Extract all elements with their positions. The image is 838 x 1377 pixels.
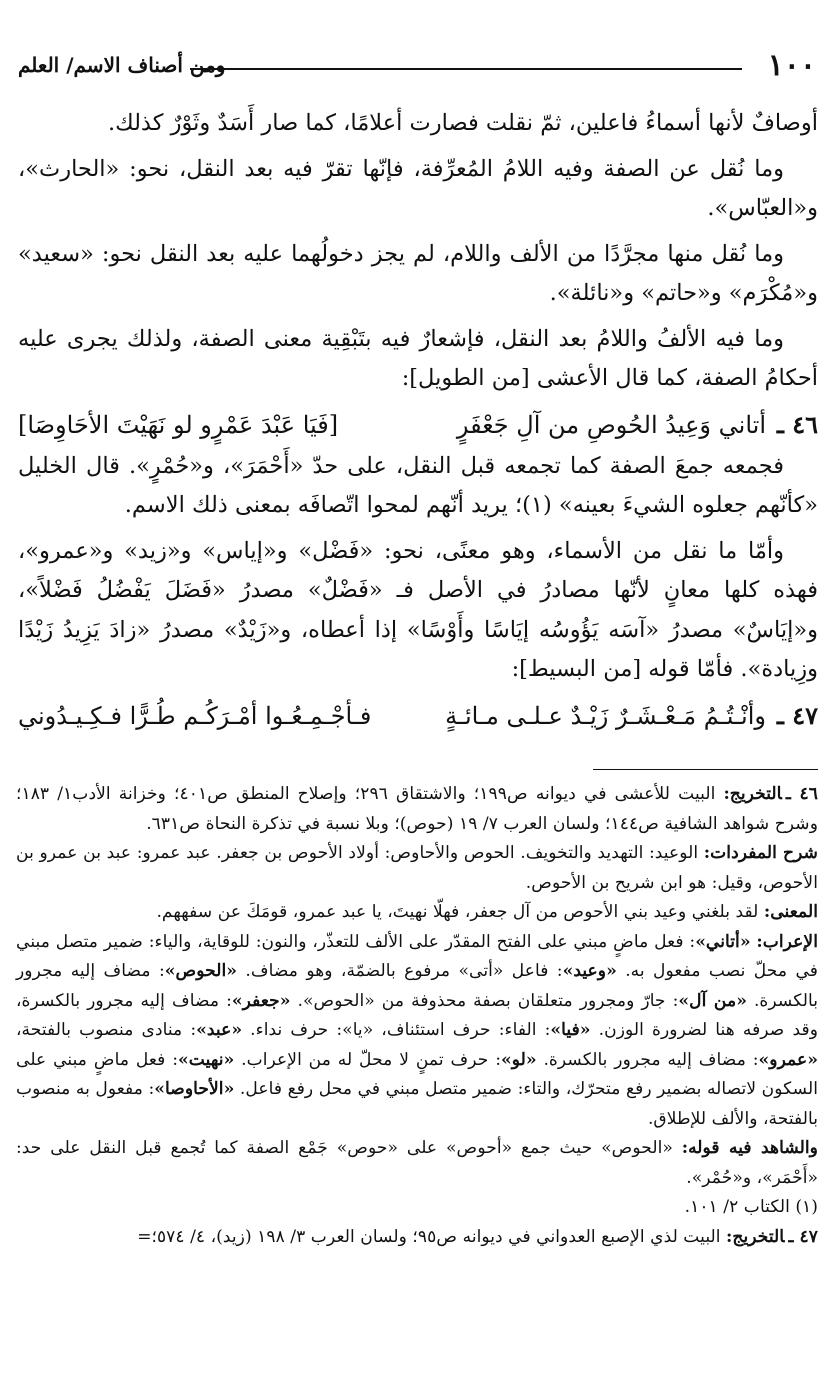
irab-term: «عمرو»	[758, 1049, 818, 1070]
footnote-1: (١) الكتاب ٢/ ١٠١.	[684, 1197, 818, 1217]
note-maana	[16, 898, 818, 928]
header-rule	[190, 68, 742, 70]
paragraph: وما فيه الألفُ واللامُ بعد النقل، فإشعارٌ فيه بتَبْقِية معنى الصفة، ولذلك يجرى عليه أحكامُ الصفة، كما قال الأعشى [من الطويل]:	[18, 325, 818, 391]
note-text: البيت للأعشى في ديوانه ص١٩٩؛ والاشتقاق ٢٩٦؛ وإصلاح المنطق ص٤٠١؛ وخزانة الأدب١/ ١٨٣؛ وشرح شواهد الشافية ص١٤٤؛ ولسان العرب ٧/ ١٩ (حوص)؛ وبلا نسبة في تذكرة النحاة ص٦٣١.	[16, 784, 818, 834]
verse-second-hemistich: [فَيَا عَبْدَ عَمْرٍو لو نَهَيْتَ الأحَاوِصَا]	[18, 410, 339, 439]
irab-text: : مضاف إليه مجرور بالكسرة، وقد صرفه هنا لضرورة الوزن.	[16, 990, 819, 1040]
irab-text: : مضاف إليه مجرور بالكسرة.	[16, 961, 819, 1011]
irab-text: : جارّ ومجرور متعلقان بصفة محذوفة من «الحوص».	[297, 990, 679, 1011]
page-header	[18, 48, 820, 82]
note-text: البيت لذي الإصبع العدواني في ديوانه ص٩٥؛ ولسان العرب ٣/ ١٩٨ (زيد)، ٤/ ٥٧٤؛=	[137, 1226, 721, 1247]
irab-term: «لو»	[501, 1049, 537, 1070]
irab-text: : فعل ماضٍ مبني على الفتح المقدّر على الألف للتعذّر، والنون: للوقاية، والياء: ضمير متصل مبني في محلّ نصب مفعول به.	[16, 931, 818, 981]
note-label: الإعراب:	[756, 931, 818, 952]
paragraph: فجمعه جمعَ الصفة كما تجمعه قبل النقل، على حدّ «أَحْمَرَ»، و«حُمْرٍ». قال الخليل «كأنّهم جعلوه الشيءَ بعينه» (١)؛ يريد أنّهم لمحوا اتّصافَه بمعنى ذلك الاسم.	[18, 452, 818, 518]
verse-number: ٤٦ ـ	[776, 409, 818, 439]
irab-text: : مفعول به منصوب بالفتحة، والألف للإطلاق.	[16, 1079, 818, 1129]
irab-text: : الفاء: حرف استئناف، «يا»: حرف نداء.	[250, 1020, 551, 1040]
irab-term: «من آل»	[678, 990, 747, 1011]
note-takhrij-47	[16, 1223, 818, 1253]
note-label: المعنى:	[763, 902, 818, 922]
note-label: التخريج:	[726, 1226, 785, 1247]
note-text: الوعيد: التهديد والتخويف. الحوص والأحاوص: أولاد الأحوص بن جعفر. عبد عمرو: عبد بن عمرو بن الأحوص، وقيل: هو ابن شريح بن الأحوص.	[16, 843, 818, 893]
irab-text: : فعل ماضٍ مبني على السكون لاتصاله بضمير رفع متحرّك، والتاء: ضمير متصل مبني في محل رفع فاعل.	[16, 1049, 818, 1099]
note-irab	[16, 928, 818, 1135]
irab-term: «أتاني»	[695, 931, 751, 952]
verse-number: ٤٧ ـ	[776, 700, 818, 730]
verse-first-hemistich: وأنْـتُـمُ مَـعْـشَـرٌ زَيْـدٌ عـلـى مـائـةٍ	[445, 701, 766, 730]
note-label: شرح المفردات:	[703, 843, 818, 863]
note-text: لقد بلغني وعيد بني الأحوص من آل جعفر، فهلّا نهيتَ، يا عبد عمرو، قومَكَ عن سفههم.	[156, 902, 759, 922]
note-mufradat	[16, 839, 818, 898]
verse-second-hemistich: فـأجْـمِـعُـوا أمْـرَكُـم طُـرًّا فـكِـيـدُوني	[18, 701, 372, 730]
irab-term: «فيا»	[550, 1020, 591, 1040]
main-text	[18, 104, 818, 738]
note-number: ٤٧ ـ	[788, 1226, 818, 1247]
page-number: ١٠٠	[767, 47, 816, 83]
paragraph: وما نُقل عن الصفة وفيه اللامُ المُعرِّفة، فإنّها تقرّ فيه بعد النقل، نحو: «الحارث»، و«العبّاس».	[18, 155, 818, 221]
note-text: «الحوص» حيث جمع «أحوص» على «حوص» جَمْع الصفة كما تُجمع قبل النقل على حد: «أَحْمَر»، و«حُمْر».	[16, 1138, 818, 1188]
note-takhrij-46	[16, 780, 818, 839]
irab-text: : مضاف إليه مجرور بالكسرة.	[543, 1049, 759, 1070]
irab-text: : حرف تمنٍ لا محلّ له من الإعراب.	[241, 1049, 501, 1070]
note-shahid	[16, 1134, 818, 1193]
note-label: التخريج:	[723, 784, 782, 804]
footnote-rule	[593, 769, 818, 770]
footnotes	[16, 780, 818, 1252]
verse-46	[18, 407, 818, 443]
note-number: ٤٦ ـ	[785, 784, 819, 804]
verse-47	[18, 698, 818, 734]
irab-term: «نهيت»	[178, 1049, 235, 1070]
irab-term: «الحوص»	[164, 961, 238, 981]
irab-term: «وعيد»	[562, 961, 617, 981]
paragraph: أوصافٌ لأنها أسماءُ فاعلين، ثمّ نقلت فصارت أعلامًا، كما صار أَسَدٌ وثَوْرٌ كذلك.	[107, 110, 818, 136]
note-label: والشاهد فيه قوله:	[681, 1138, 818, 1158]
irab-term: «الأحاوصا»	[154, 1079, 235, 1099]
verse-first-hemistich: أتاني وَعِيدُ الحُوصِ من آلِ جَعْفَرٍ	[456, 410, 766, 439]
paragraph: وما نُقل منها مجرَّدًا من الألف واللام، لم يجز دخولُهما عليه بعد النقل نحو: «سعيد» و«مُكْرَم» و«حاتم» و«نائلة».	[18, 240, 818, 306]
irab-text: : منادى منصوب بالفتحة،	[16, 1020, 197, 1040]
irab-text: : فاعل «أتى» مرفوع بالضمّة، وهو مضاف.	[245, 961, 563, 981]
running-title: ومن أصناف الاسم/ العلم	[18, 53, 226, 77]
irab-term: «عبد»	[196, 1020, 243, 1040]
paragraph: وأمّا ما نقل من الأسماء، وهو معنًى، نحو: «فَضْل» و«إياس» و«زيد» و«عمرو»، فهذه كلها معانٍ لأنّها مصادرُ في الأصل فـ «فَضْلٌ» مصدرُ «فَضَلَ يَفْضُلُ فَضْلاً»، و«إيَاسٌ» مصدرُ «آسَه يَؤُوسُه إيَاسًا وأَوْسًا» إذا أعطاه، و«زَيْدٌ» مصدرُ «زادَ يَزِيدُ زَيْدًا وزِيادة». فأمّا قوله [من البسيط]:	[18, 537, 818, 682]
irab-term: «جعفر»	[231, 990, 291, 1011]
